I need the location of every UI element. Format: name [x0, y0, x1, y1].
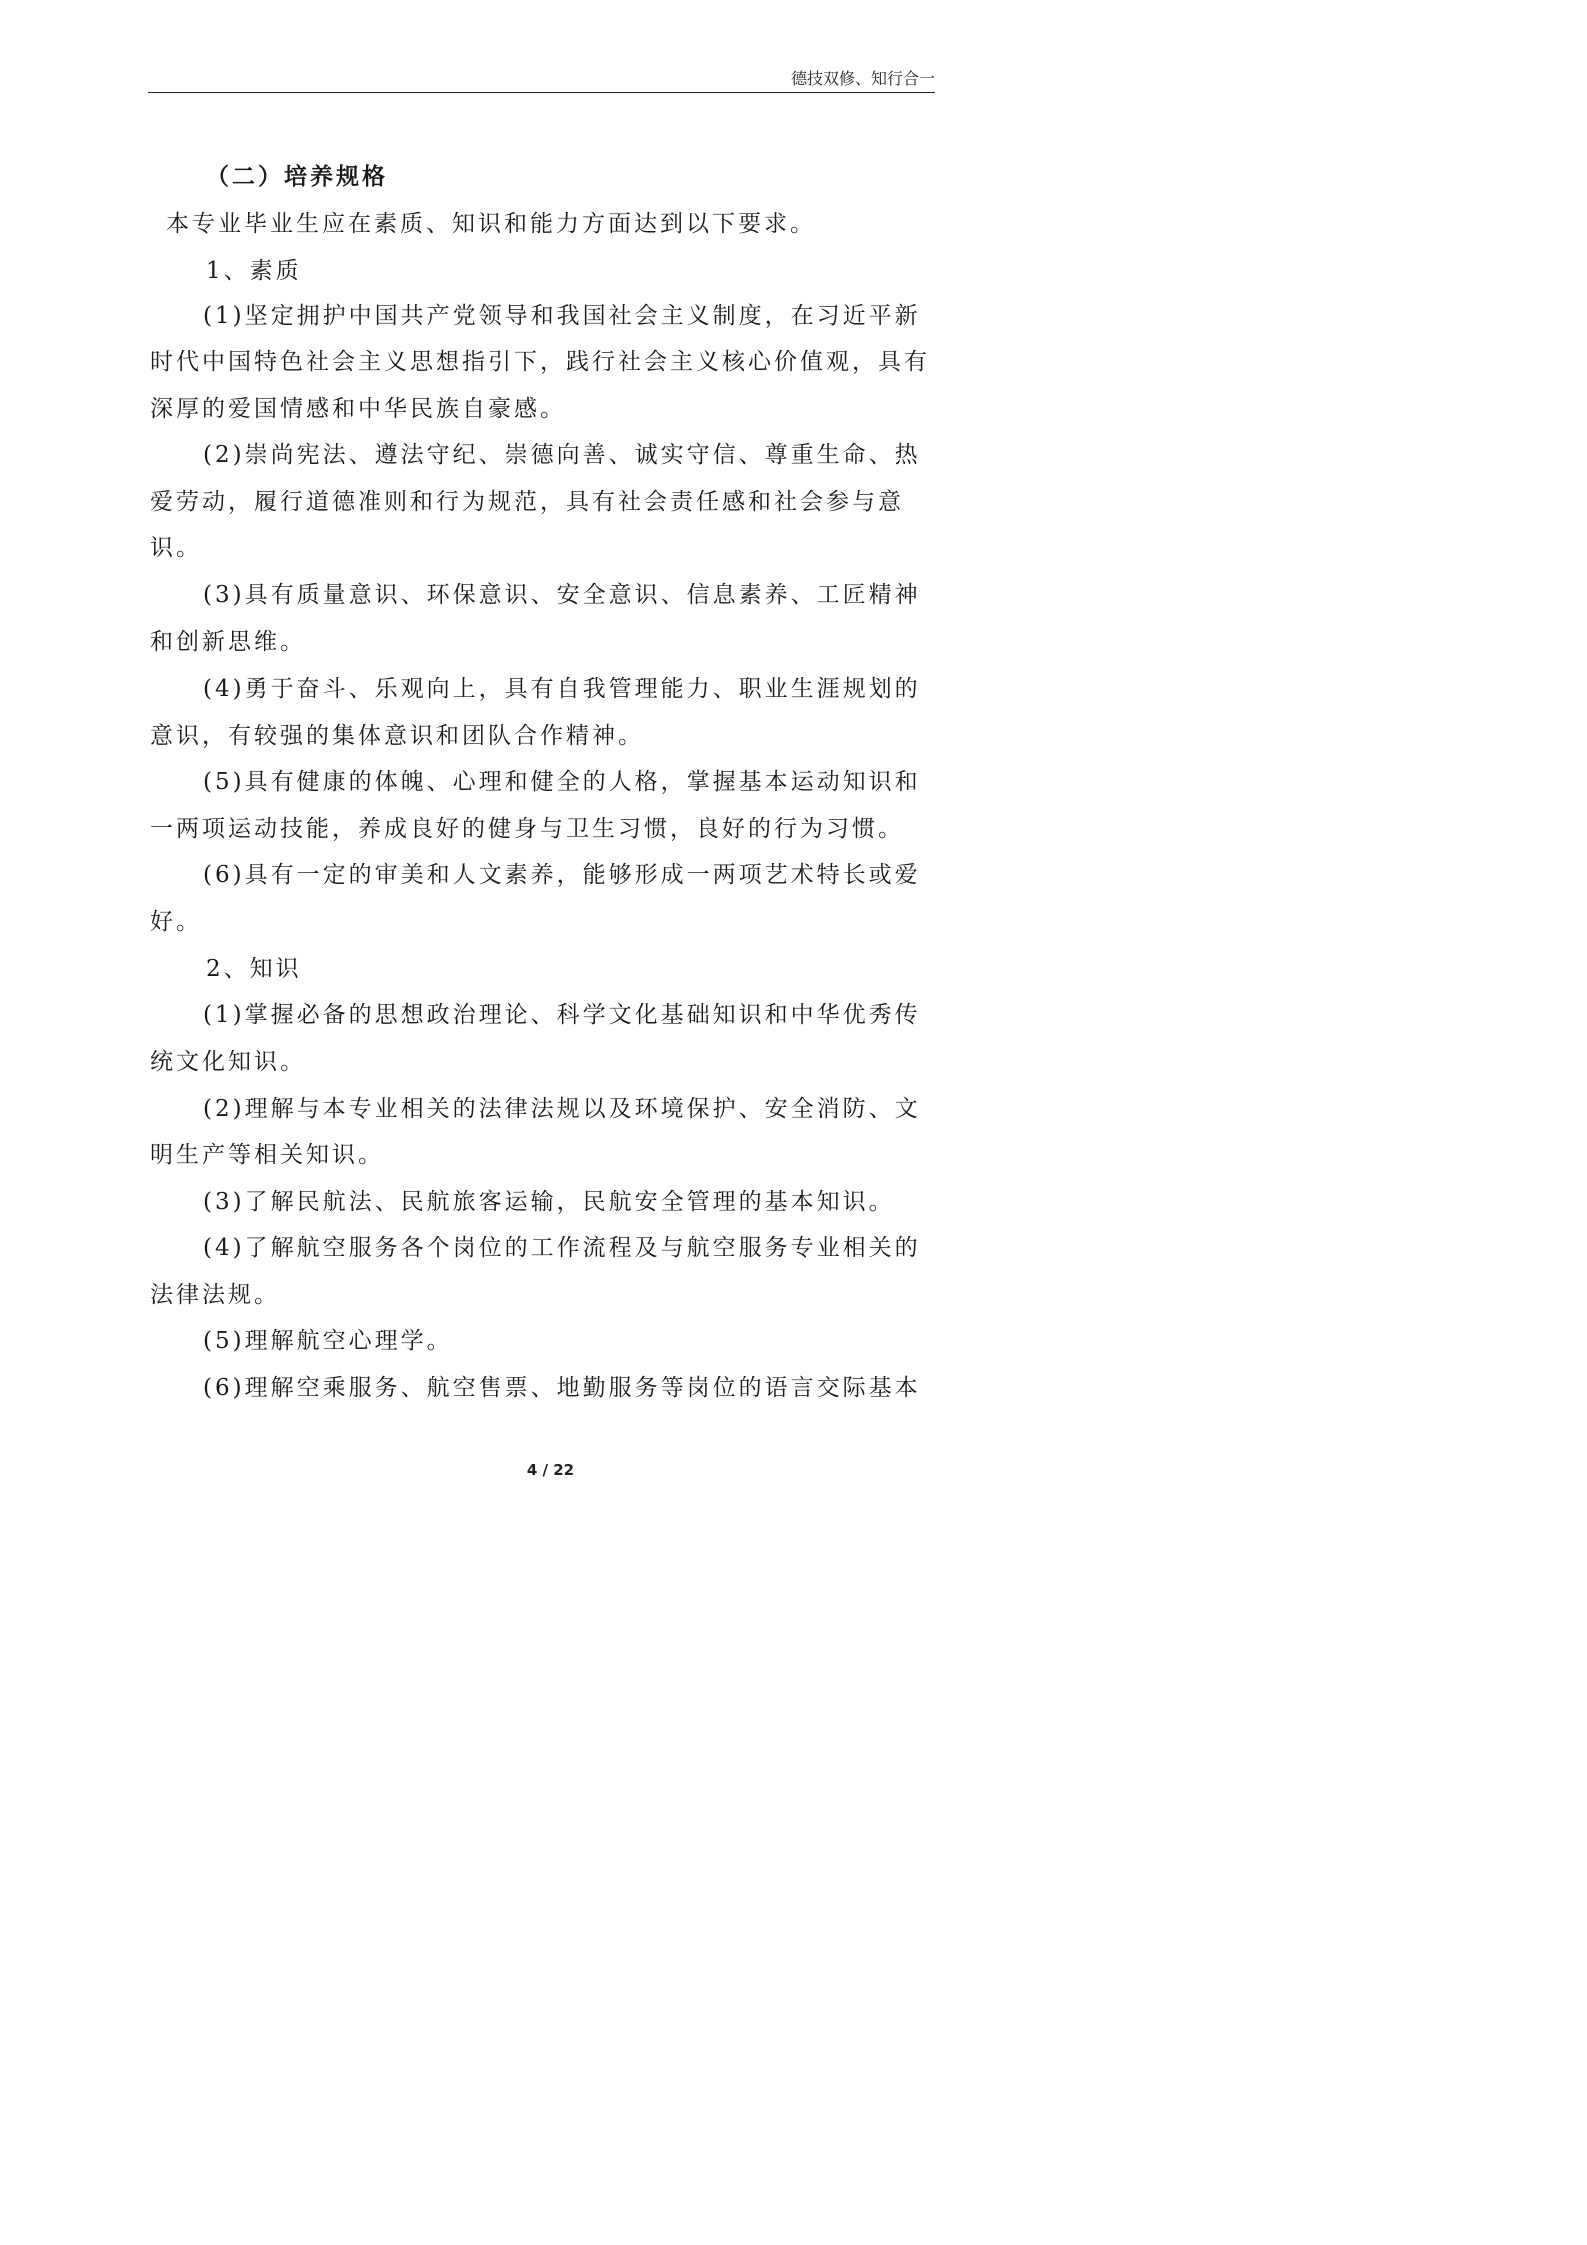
quality-item-3-line-2: 和创新思维。 [150, 629, 306, 655]
knowledge-item-3: (3)了解民航法、民航旅客运输，民航安全管理的基本知识。 [203, 1189, 895, 1215]
quality-item-6-line-2: 好。 [150, 909, 202, 935]
knowledge-item-4-line-1: (4)了解航空服务各个岗位的工作流程及与航空服务专业相关的 [203, 1235, 921, 1261]
quality-subheading: 1、素质 [206, 258, 302, 284]
quality-item-6-line-1: (6)具有一定的审美和人文素养，能够形成一两项艺术特长或爱 [203, 862, 921, 888]
quality-item-1-line-3: 深厚的爱国情感和中华民族自豪感。 [150, 396, 566, 422]
quality-item-5-line-2: 一两项运动技能，养成良好的健身与卫生习惯，良好的行为习惯。 [150, 816, 904, 842]
knowledge-subheading: 2、知识 [206, 956, 302, 982]
quality-item-2-line-2: 爱劳动，履行道德准则和行为规范，具有社会责任感和社会参与意 [150, 489, 904, 515]
intro-paragraph: 本专业毕业生应在素质、知识和能力方面达到以下要求。 [166, 211, 816, 237]
header-divider [148, 92, 935, 93]
knowledge-item-1-line-2: 统文化知识。 [150, 1049, 306, 1075]
knowledge-item-1-line-1: (1)掌握必备的思想政治理论、科学文化基础知识和中华优秀传 [203, 1002, 921, 1028]
section-heading: （二）培养规格 [206, 163, 388, 190]
knowledge-item-2-line-1: (2)理解与本专业相关的法律法规以及环境保护、安全消防、文 [203, 1096, 921, 1122]
quality-item-4-line-1: (4)勇于奋斗、乐观向上，具有自我管理能力、职业生涯规划的 [203, 676, 921, 702]
quality-item-1-line-2: 时代中国特色社会主义思想指引下，践行社会主义核心价值观，具有 [150, 349, 930, 375]
knowledge-item-4-line-2: 法律法规。 [150, 1282, 280, 1308]
knowledge-item-5: (5)理解航空心理学。 [203, 1328, 453, 1354]
knowledge-item-6-line-1: (6)理解空乘服务、航空售票、地勤服务等岗位的语言交际基本 [203, 1375, 921, 1401]
running-header: 德技双修、知行合一 [790, 69, 935, 88]
knowledge-item-2-line-2: 明生产等相关知识。 [150, 1142, 384, 1168]
page-number: 4 / 22 [526, 1461, 575, 1479]
quality-item-5-line-1: (5)具有健康的体魄、心理和健全的人格，掌握基本运动知识和 [203, 769, 921, 795]
quality-item-4-line-2: 意识，有较强的集体意识和团队合作精神。 [150, 723, 644, 749]
quality-item-1-line-1: (1)坚定拥护中国共产党领导和我国社会主义制度，在习近平新 [203, 303, 921, 329]
quality-item-3-line-1: (3)具有质量意识、环保意识、安全意识、信息素养、工匠精神 [203, 582, 921, 608]
quality-item-2-line-1: (2)崇尚宪法、遵法守纪、崇德向善、诚实守信、尊重生命、热 [203, 442, 921, 468]
quality-item-2-line-3: 识。 [150, 535, 202, 561]
